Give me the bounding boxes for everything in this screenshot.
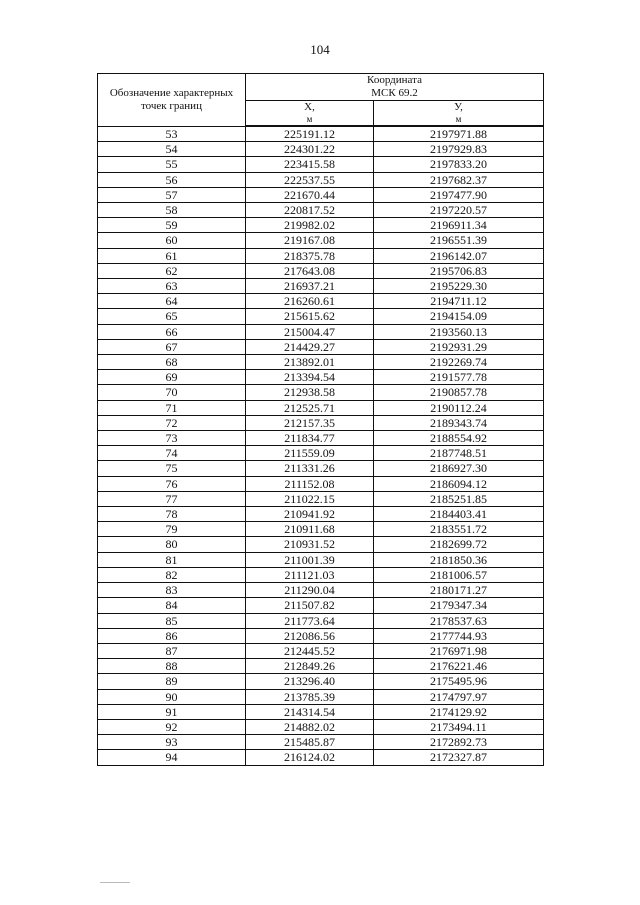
point-number-cell: 82 — [98, 567, 246, 582]
x-coordinate-cell: 222537.55 — [246, 172, 374, 187]
y-coordinate-cell: 2172892.73 — [374, 735, 544, 750]
table-row — [98, 355, 544, 370]
point-number-cell: 92 — [98, 719, 246, 734]
x-coordinate-cell: 210941.92 — [246, 507, 374, 522]
x-coordinate-cell: 212445.52 — [246, 643, 374, 658]
y-coordinate-cell: 2192931.29 — [374, 339, 544, 354]
table-row — [98, 400, 544, 415]
header-x-unit: м — [306, 114, 313, 124]
table-row — [98, 157, 544, 172]
table-row — [98, 735, 544, 750]
point-number-cell: 59 — [98, 218, 246, 233]
point-number-cell: 63 — [98, 279, 246, 294]
x-coordinate-cell: 218375.78 — [246, 248, 374, 263]
coordinates-table — [97, 73, 544, 766]
table-row — [98, 552, 544, 567]
table-row — [98, 446, 544, 461]
table-row — [98, 613, 544, 628]
point-number-cell: 60 — [98, 233, 246, 248]
point-number-cell: 70 — [98, 385, 246, 400]
x-coordinate-cell: 211331.26 — [246, 461, 374, 476]
y-coordinate-cell: 2189343.74 — [374, 415, 544, 430]
y-coordinate-cell: 2195706.83 — [374, 263, 544, 278]
header-y-label: У, — [454, 101, 463, 113]
table-row — [98, 294, 544, 309]
point-number-cell: 78 — [98, 507, 246, 522]
point-number-cell: 69 — [98, 370, 246, 385]
x-coordinate-cell: 214429.27 — [246, 339, 374, 354]
point-number-cell: 66 — [98, 324, 246, 339]
x-coordinate-cell: 211152.08 — [246, 476, 374, 491]
x-coordinate-cell: 211290.04 — [246, 583, 374, 598]
x-coordinate-cell: 221670.44 — [246, 187, 374, 202]
x-coordinate-cell: 212849.26 — [246, 659, 374, 674]
x-coordinate-cell: 214314.54 — [246, 704, 374, 719]
x-coordinate-cell: 213892.01 — [246, 355, 374, 370]
y-coordinate-cell: 2197971.88 — [374, 126, 544, 142]
table-row — [98, 415, 544, 430]
table-row — [98, 522, 544, 537]
header-y — [374, 101, 544, 127]
y-coordinate-cell: 2179347.34 — [374, 598, 544, 613]
table-row — [98, 719, 544, 734]
point-number-cell: 86 — [98, 628, 246, 643]
point-number-cell: 83 — [98, 583, 246, 598]
point-number-cell: 64 — [98, 294, 246, 309]
scan-mark — [100, 882, 130, 883]
table-row — [98, 172, 544, 187]
x-coordinate-cell: 213394.54 — [246, 370, 374, 385]
point-number-cell: 73 — [98, 431, 246, 446]
x-coordinate-cell: 212525.71 — [246, 400, 374, 415]
y-coordinate-cell: 2186927.30 — [374, 461, 544, 476]
x-coordinate-cell: 219167.08 — [246, 233, 374, 248]
y-coordinate-cell: 2197682.37 — [374, 172, 544, 187]
table-row — [98, 263, 544, 278]
y-coordinate-cell: 2172327.87 — [374, 750, 544, 765]
table-row — [98, 370, 544, 385]
y-coordinate-cell: 2183551.72 — [374, 522, 544, 537]
table-body — [98, 126, 544, 765]
y-coordinate-cell: 2188554.92 — [374, 431, 544, 446]
point-number-cell: 87 — [98, 643, 246, 658]
y-coordinate-cell: 2182699.72 — [374, 537, 544, 552]
point-number-cell: 93 — [98, 735, 246, 750]
table-row — [98, 203, 544, 218]
x-coordinate-cell: 216260.61 — [246, 294, 374, 309]
table-row — [98, 233, 544, 248]
table-row — [98, 339, 544, 354]
point-number-cell: 91 — [98, 704, 246, 719]
table-row — [98, 567, 544, 582]
page-number: 104 — [310, 42, 330, 57]
x-coordinate-cell: 212157.35 — [246, 415, 374, 430]
y-coordinate-cell: 2190112.24 — [374, 400, 544, 415]
y-coordinate-cell: 2197929.83 — [374, 142, 544, 157]
x-coordinate-cell: 211834.77 — [246, 431, 374, 446]
x-coordinate-cell: 216124.02 — [246, 750, 374, 765]
y-coordinate-cell: 2177744.93 — [374, 628, 544, 643]
point-number-cell: 62 — [98, 263, 246, 278]
x-coordinate-cell: 210911.68 — [246, 522, 374, 537]
y-coordinate-cell: 2174797.97 — [374, 689, 544, 704]
table-row — [98, 537, 544, 552]
y-coordinate-cell: 2196551.39 — [374, 233, 544, 248]
point-number-cell: 89 — [98, 674, 246, 689]
x-coordinate-cell: 216937.21 — [246, 279, 374, 294]
header-coordinate — [246, 74, 544, 101]
y-coordinate-cell: 2173494.11 — [374, 719, 544, 734]
header-point-name: Обозначение характерных точек границ — [98, 74, 246, 127]
point-number-cell: 53 — [98, 126, 246, 142]
y-coordinate-cell: 2191577.78 — [374, 370, 544, 385]
table-row — [98, 187, 544, 202]
table-row — [98, 674, 544, 689]
table-header — [98, 74, 544, 127]
point-number-cell: 80 — [98, 537, 246, 552]
point-number-cell: 55 — [98, 157, 246, 172]
y-coordinate-cell: 2174129.92 — [374, 704, 544, 719]
point-number-cell: 58 — [98, 203, 246, 218]
y-coordinate-cell: 2197477.90 — [374, 187, 544, 202]
header-x-label: X, — [304, 101, 315, 113]
point-number-cell: 94 — [98, 750, 246, 765]
point-number-cell: 90 — [98, 689, 246, 704]
x-coordinate-cell: 210931.52 — [246, 537, 374, 552]
table-row — [98, 431, 544, 446]
table-row — [98, 309, 544, 324]
header-coordinate-title: Координата — [367, 74, 422, 86]
point-number-cell: 79 — [98, 522, 246, 537]
table-row — [98, 218, 544, 233]
table-row — [98, 248, 544, 263]
y-coordinate-cell: 2185251.85 — [374, 491, 544, 506]
point-number-cell: 61 — [98, 248, 246, 263]
x-coordinate-cell: 224301.22 — [246, 142, 374, 157]
x-coordinate-cell: 211121.03 — [246, 567, 374, 582]
point-number-cell: 54 — [98, 142, 246, 157]
y-coordinate-cell: 2192269.74 — [374, 355, 544, 370]
y-coordinate-cell: 2190857.78 — [374, 385, 544, 400]
table-row — [98, 704, 544, 719]
x-coordinate-cell: 213296.40 — [246, 674, 374, 689]
point-number-cell: 84 — [98, 598, 246, 613]
x-coordinate-cell: 211001.39 — [246, 552, 374, 567]
x-coordinate-cell: 211773.64 — [246, 613, 374, 628]
point-number-cell: 77 — [98, 491, 246, 506]
x-coordinate-cell: 215615.62 — [246, 309, 374, 324]
y-coordinate-cell: 2193560.13 — [374, 324, 544, 339]
x-coordinate-cell: 225191.12 — [246, 126, 374, 142]
point-number-cell: 67 — [98, 339, 246, 354]
point-number-cell: 71 — [98, 400, 246, 415]
table-row — [98, 142, 544, 157]
table-row — [98, 324, 544, 339]
table-row — [98, 507, 544, 522]
y-coordinate-cell: 2176971.98 — [374, 643, 544, 658]
point-number-cell: 75 — [98, 461, 246, 476]
table-row — [98, 628, 544, 643]
table-row — [98, 461, 544, 476]
y-coordinate-cell: 2197833.20 — [374, 157, 544, 172]
point-number-cell: 57 — [98, 187, 246, 202]
header-coordinate-system: МСК 69.2 — [371, 87, 418, 99]
x-coordinate-cell: 223415.58 — [246, 157, 374, 172]
point-number-cell: 68 — [98, 355, 246, 370]
x-coordinate-cell: 213785.39 — [246, 689, 374, 704]
table-row — [98, 689, 544, 704]
x-coordinate-cell: 211559.09 — [246, 446, 374, 461]
table-row — [98, 476, 544, 491]
x-coordinate-cell: 219982.02 — [246, 218, 374, 233]
y-coordinate-cell: 2175495.96 — [374, 674, 544, 689]
table-row — [98, 126, 544, 142]
x-coordinate-cell: 212086.56 — [246, 628, 374, 643]
point-number-cell: 65 — [98, 309, 246, 324]
table-row — [98, 491, 544, 506]
table-row — [98, 598, 544, 613]
x-coordinate-cell: 211022.15 — [246, 491, 374, 506]
y-coordinate-cell: 2178537.63 — [374, 613, 544, 628]
x-coordinate-cell: 215004.47 — [246, 324, 374, 339]
y-coordinate-cell: 2187748.51 — [374, 446, 544, 461]
y-coordinate-cell: 2181006.57 — [374, 567, 544, 582]
y-coordinate-cell: 2197220.57 — [374, 203, 544, 218]
table-row — [98, 659, 544, 674]
y-coordinate-cell: 2194154.09 — [374, 309, 544, 324]
y-coordinate-cell: 2194711.12 — [374, 294, 544, 309]
point-number-cell: 56 — [98, 172, 246, 187]
y-coordinate-cell: 2196911.34 — [374, 218, 544, 233]
y-coordinate-cell: 2181850.36 — [374, 552, 544, 567]
point-number-cell: 88 — [98, 659, 246, 674]
x-coordinate-cell: 212938.58 — [246, 385, 374, 400]
table-row — [98, 643, 544, 658]
point-number-cell: 72 — [98, 415, 246, 430]
table-row — [98, 583, 544, 598]
point-number-cell: 74 — [98, 446, 246, 461]
point-number-cell: 81 — [98, 552, 246, 567]
header-y-unit: м — [455, 114, 462, 124]
x-coordinate-cell: 220817.52 — [246, 203, 374, 218]
x-coordinate-cell: 215485.87 — [246, 735, 374, 750]
y-coordinate-cell: 2176221.46 — [374, 659, 544, 674]
table-row — [98, 750, 544, 765]
table-row — [98, 279, 544, 294]
y-coordinate-cell: 2184403.41 — [374, 507, 544, 522]
x-coordinate-cell: 211507.82 — [246, 598, 374, 613]
header-x — [246, 101, 374, 127]
y-coordinate-cell: 2195229.30 — [374, 279, 544, 294]
x-coordinate-cell: 214882.02 — [246, 719, 374, 734]
x-coordinate-cell: 217643.08 — [246, 263, 374, 278]
point-number-cell: 85 — [98, 613, 246, 628]
point-number-cell: 76 — [98, 476, 246, 491]
y-coordinate-cell: 2196142.07 — [374, 248, 544, 263]
y-coordinate-cell: 2180171.27 — [374, 583, 544, 598]
table-row — [98, 385, 544, 400]
y-coordinate-cell: 2186094.12 — [374, 476, 544, 491]
